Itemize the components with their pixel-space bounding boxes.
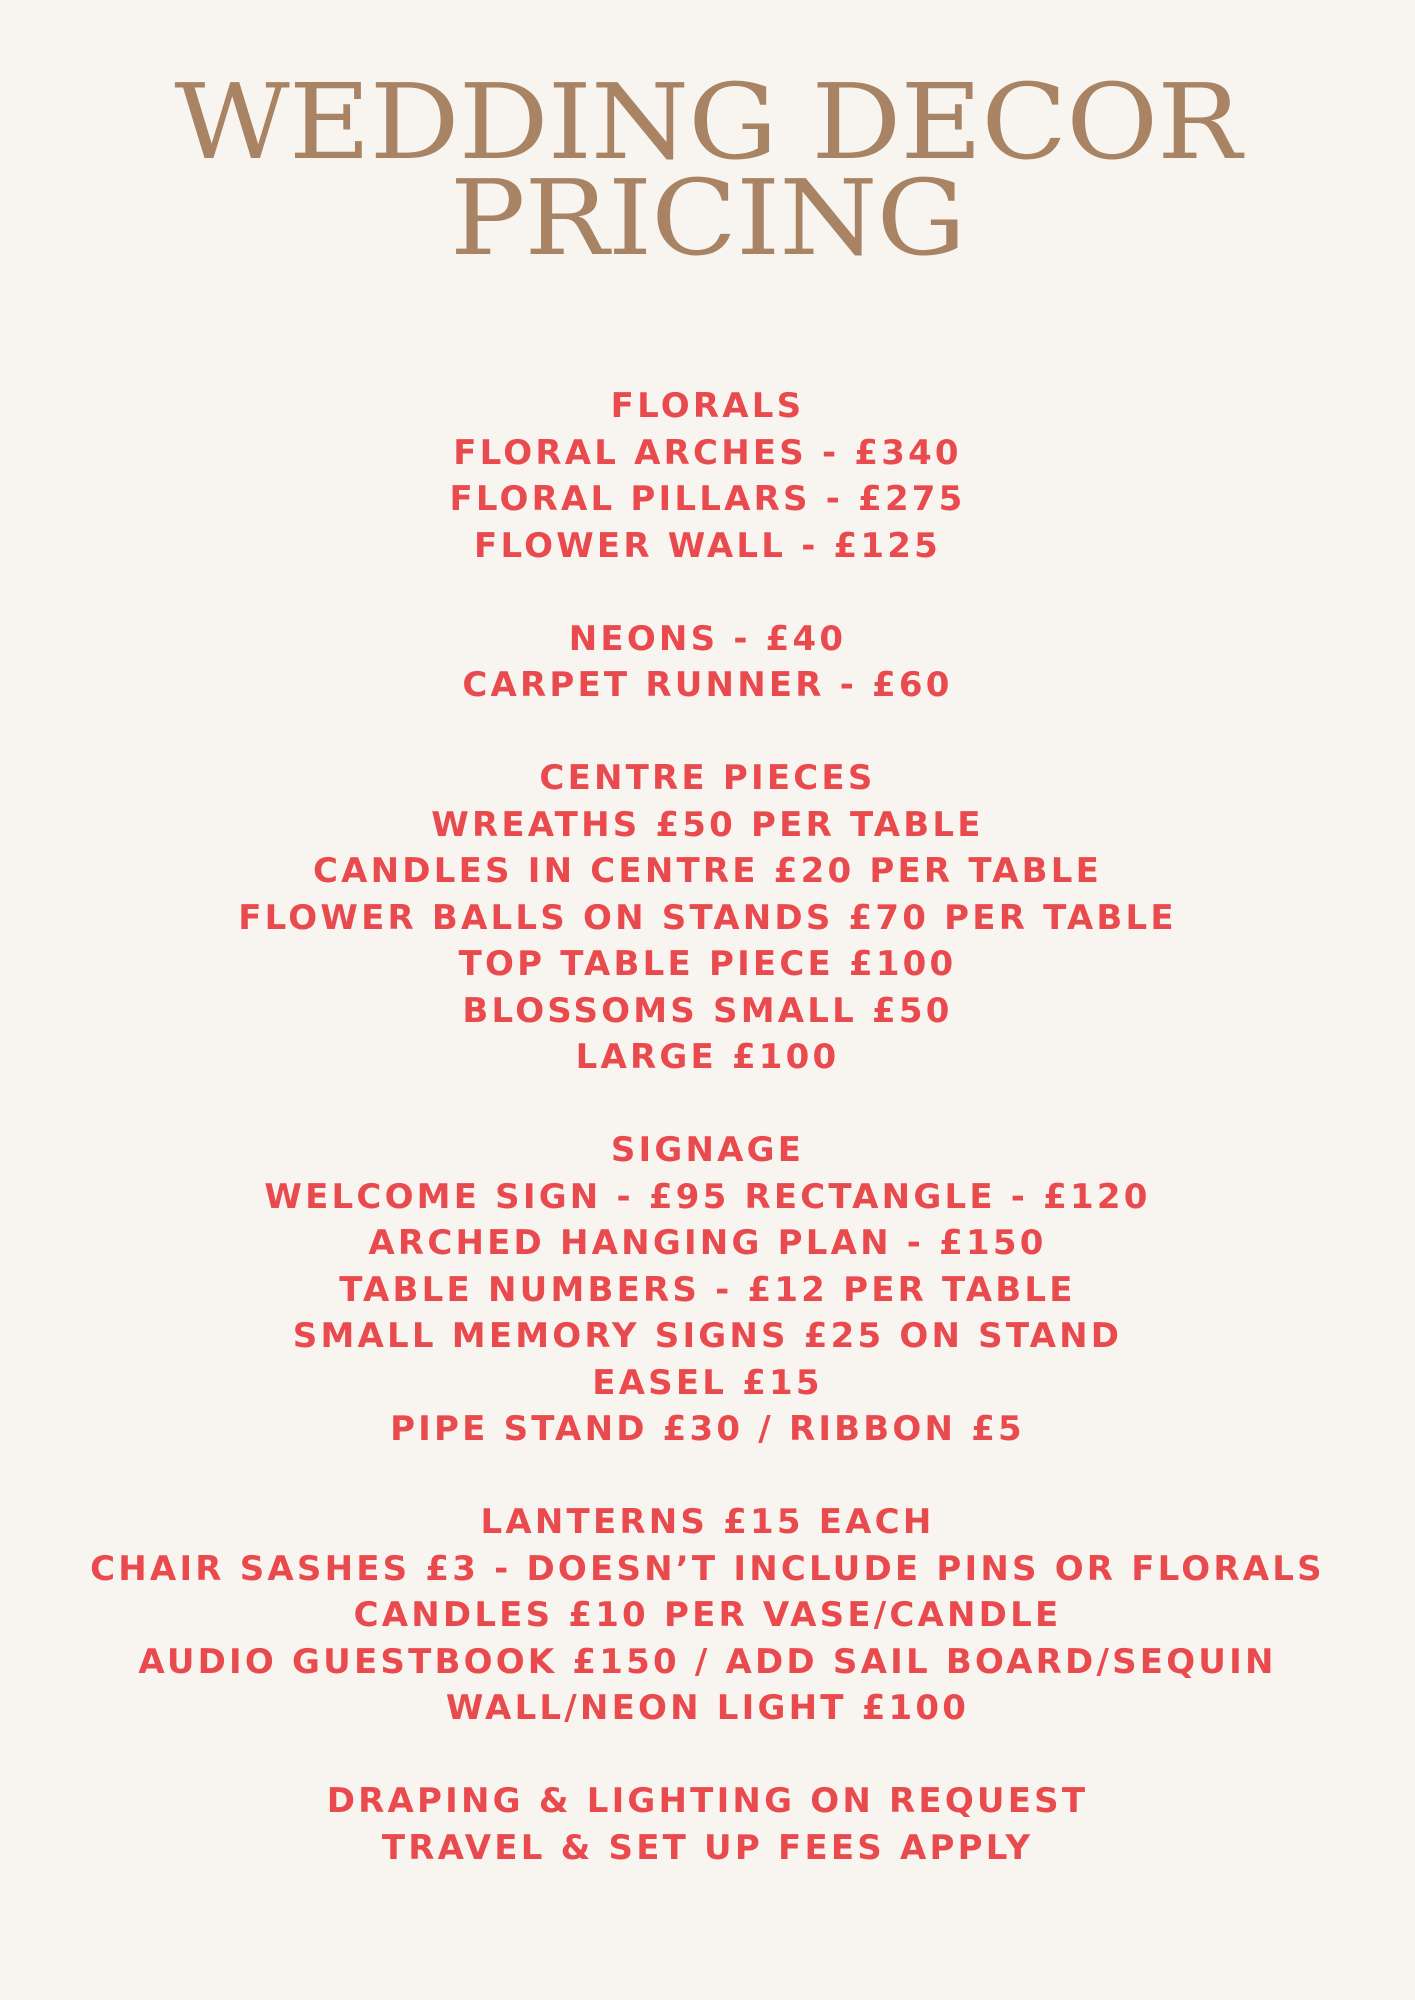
price-line: AUDIO GUESTBOOK £150 / ADD SAIL BOARD/SEQUIN WALL/NEON LIGHT £100 [138, 1641, 1277, 1728]
section-spacer [60, 1081, 1355, 1128]
section-spacer [60, 1732, 1355, 1779]
note-line: DRAPING & LIGHTING ON REQUEST [326, 1781, 1089, 1821]
price-line: WELCOME SIGN - £95 RECTANGLE - £120 [264, 1176, 1151, 1217]
price-line: ARCHED HANGING PLAN - £150 [368, 1223, 1047, 1263]
page-title [0, 61, 1415, 279]
price-line: WREATHS £50 PER TABLE [431, 804, 984, 845]
price-line: FLORAL ARCHES - £340 [453, 432, 962, 473]
price-line: CHAIR SASHES £3 - DOESN’T INCLUDE PINS OR FLORALS [90, 1548, 1325, 1589]
price-line: LANTERNS £15 EACH [480, 1502, 935, 1542]
price-line: TABLE NUMBERS - £12 PER TABLE [339, 1269, 1076, 1310]
price-line: NEONS - £40 [568, 618, 847, 659]
price-line: PIPE STAND £30 / RIBBON £5 [390, 1409, 1025, 1449]
section-spacer [60, 709, 1355, 756]
price-line: SMALL MEMORY SIGNS £25 ON STAND [292, 1316, 1123, 1356]
section-heading-signage: SIGNAGE [610, 1130, 805, 1170]
section-heading-centre-pieces: CENTRE PIECES [539, 758, 876, 798]
price-line: CANDLES £10 PER VASE/CANDLE [353, 1595, 1062, 1635]
section-spacer [60, 1453, 1355, 1500]
pricing-list [60, 383, 1355, 1871]
price-line: CARPET RUNNER - £60 [462, 665, 953, 705]
title-line-1: WEDDING DECOR [174, 61, 1241, 183]
price-line: TOP TABLE PIECE £100 [458, 944, 957, 984]
price-line: FLORAL PILLARS - £275 [449, 479, 966, 519]
title-line-2: PRICING [449, 157, 966, 279]
price-line: BLOSSOMS SMALL £50 [462, 990, 953, 1031]
price-line: EASEL £15 [592, 1362, 823, 1403]
price-line: FLOWER WALL - £125 [474, 525, 941, 566]
price-line: CANDLES IN CENTRE £20 PER TABLE [312, 851, 1102, 891]
price-line: FLOWER BALLS ON STANDS £70 PER TABLE [238, 897, 1177, 938]
section-heading-florals: FLORALS [610, 386, 805, 426]
section-spacer [60, 569, 1355, 616]
price-line: LARGE £100 [575, 1037, 840, 1077]
note-line: TRAVEL & SET UP FEES APPLY [381, 1827, 1034, 1868]
